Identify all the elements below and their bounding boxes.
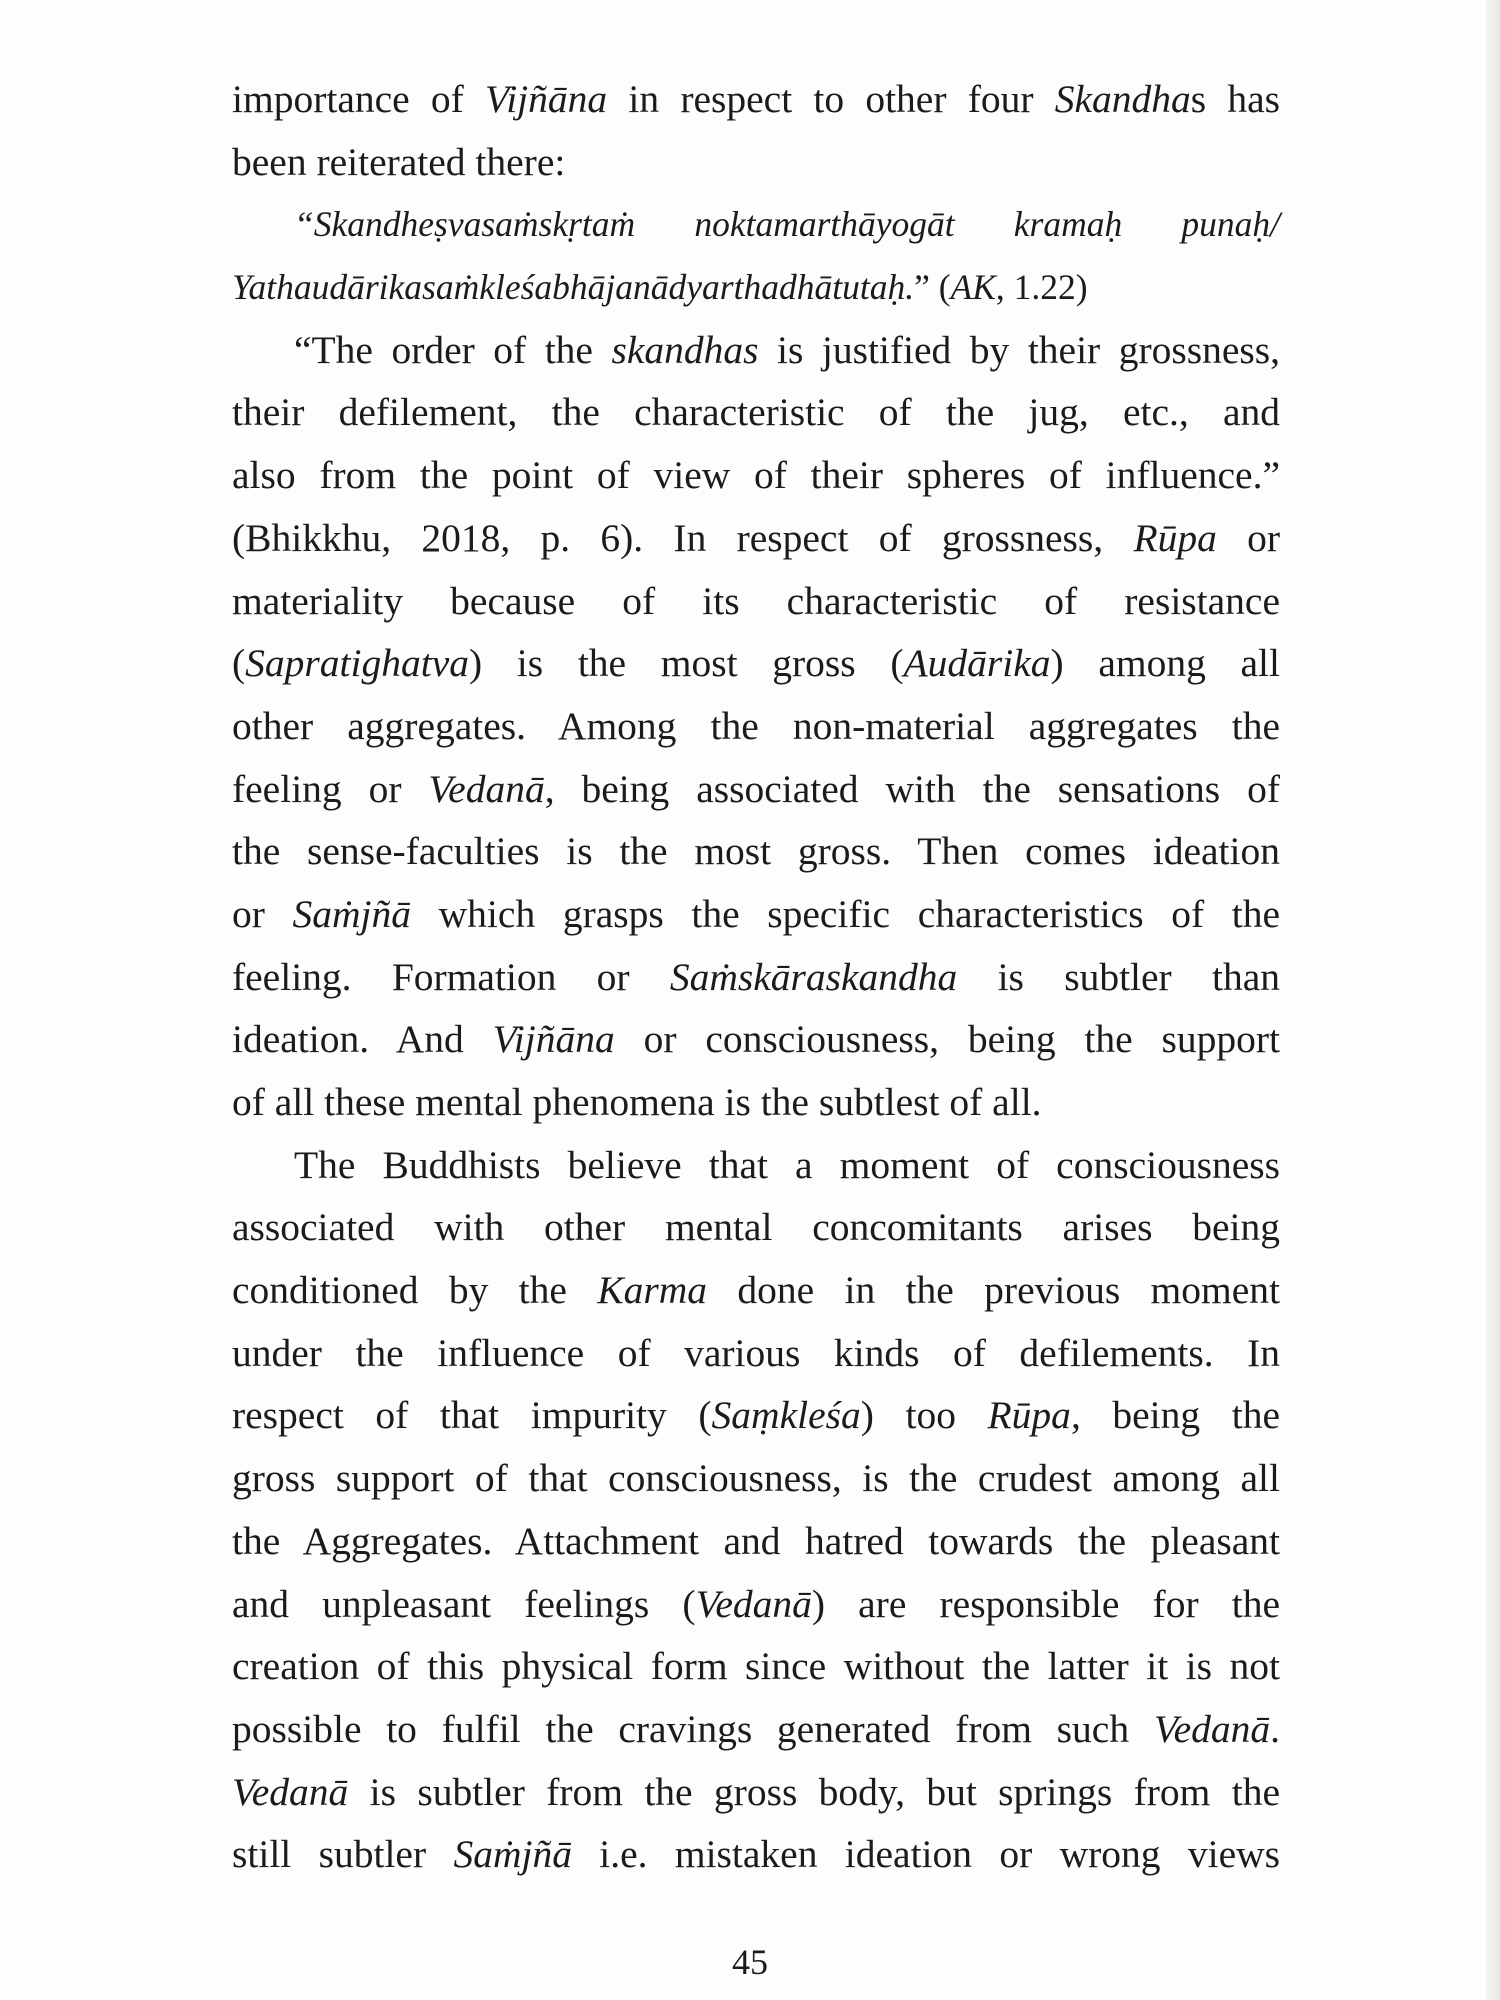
text-run: ) among all — [1050, 641, 1280, 686]
text-run: ideation. And — [232, 1017, 493, 1062]
text-line — [232, 946, 1280, 1009]
text-run: under the influence of various kinds of defilements. In — [232, 1330, 1280, 1375]
text-run: respect of that impurity ( — [232, 1393, 712, 1438]
text-line — [232, 1447, 1280, 1510]
italic-term: Saṁjñā — [292, 891, 412, 936]
italic-term: Vedanā — [1153, 1706, 1271, 1751]
text-run: ( — [232, 641, 246, 686]
text-run: s has — [1190, 77, 1281, 121]
text-line — [232, 883, 1280, 946]
text-run: ) is the most gross ( — [468, 641, 904, 686]
text-run: been reiterated there: — [232, 139, 566, 184]
text-run: or — [1216, 515, 1280, 560]
italic-term: Vijñāna — [485, 77, 608, 121]
italic-term: Karma — [597, 1268, 708, 1313]
text-run: and unpleasant feelings ( — [232, 1581, 696, 1626]
italic-term: Yathaudārikasaṁkleśabhājanādyarthadhātutaḥ. — [232, 267, 915, 308]
text-run: gross support of that consciousness, is the crudest among all — [232, 1456, 1280, 1501]
text-line — [232, 1008, 1280, 1071]
text-line — [232, 1196, 1280, 1259]
text-line — [232, 1698, 1280, 1761]
text-line — [232, 444, 1280, 507]
text-run: or consciousness, being the support — [614, 1017, 1280, 1062]
italic-term: Rūpa — [1133, 515, 1217, 560]
italic-term: Vedanā — [428, 766, 545, 811]
text-line — [232, 1322, 1280, 1385]
page-edge-shadow — [1486, 0, 1500, 2000]
text-run: feeling or — [232, 766, 429, 811]
italic-term: Saṁjñā — [453, 1832, 572, 1877]
text-run: , being the — [1070, 1393, 1281, 1438]
text-line — [232, 1823, 1280, 1886]
text-line — [232, 68, 1280, 131]
text-run: conditioned by the — [232, 1268, 598, 1313]
page-number: 45 — [732, 1942, 768, 1982]
italic-term: Vedanā — [695, 1581, 812, 1626]
italic-term: Vedanā — [232, 1769, 349, 1814]
text-line — [232, 1134, 1280, 1197]
text-line — [232, 1510, 1280, 1573]
text-run: still subtler — [232, 1832, 454, 1877]
italic-term: Vijñāna — [492, 1017, 615, 1062]
text-line — [232, 1635, 1280, 1698]
text-run: the sense-faculties is the most gross. Then comes ideation — [232, 829, 1280, 874]
text-run: their defilement, the characteristic of the jug, etc., and — [232, 390, 1280, 435]
body-text — [232, 68, 1280, 1886]
text-line — [232, 1071, 1280, 1134]
italic-term: skandhas — [611, 327, 759, 372]
text-line — [232, 695, 1280, 758]
text-run: in respect to other four — [607, 77, 1055, 121]
text-line — [232, 820, 1280, 883]
text-line — [232, 632, 1280, 695]
text-run: . — [1270, 1706, 1280, 1751]
text-run: ) are responsible for the — [811, 1581, 1280, 1626]
text-run: , being associated with the sensations of — [544, 766, 1280, 811]
text-line — [232, 1384, 1280, 1447]
text-run: importance of — [232, 77, 486, 121]
text-line — [232, 319, 1280, 382]
text-line — [232, 131, 1280, 194]
italic-term: Audārika — [903, 641, 1051, 686]
text-run: materiality because of its characteristic of resistance — [232, 578, 1280, 623]
text-run: i.e. mistaken ideation or wrong views — [571, 1832, 1280, 1877]
text-run: done in the previous moment — [707, 1268, 1280, 1313]
verse-line — [232, 193, 1280, 256]
text-run: is subtler from the gross body, but springs from the — [348, 1769, 1280, 1814]
text-run: associated with other mental concomitants arises being — [232, 1205, 1280, 1250]
italic-term: Rūpa — [987, 1393, 1071, 1438]
italic-term: Saṁskāraskandha — [669, 954, 958, 999]
text-line — [232, 1761, 1280, 1824]
italic-term: Sapratighatva — [245, 641, 469, 686]
text-line — [232, 381, 1280, 444]
text-run: feeling. Formation or — [232, 954, 670, 999]
text-run: The Buddhists believe that a moment of consciousness — [294, 1142, 1280, 1187]
text-run: is justified by their grossness, — [758, 327, 1281, 372]
text-line — [232, 1573, 1280, 1636]
text-run: “The order of the — [294, 327, 612, 372]
text-run: possible to fulfil the cravings generated from such — [232, 1706, 1154, 1751]
text-run: the Aggregates. Attachment and hatred towards the pleasant — [232, 1518, 1280, 1563]
text-run: ) too — [860, 1393, 988, 1438]
text-line — [232, 570, 1280, 633]
italic-term: Skandha — [1054, 77, 1191, 121]
text-line — [232, 1259, 1280, 1322]
text-run: which grasps the specific characteristics of the — [411, 891, 1280, 936]
verse-line — [232, 256, 1280, 319]
text-run: or — [232, 891, 293, 936]
italic-term: Saṃkleśa — [711, 1393, 861, 1438]
text-line — [232, 758, 1280, 821]
text-run: (Bhikkhu, 2018, p. 6). In respect of grossness, — [232, 515, 1134, 560]
text-line — [232, 507, 1280, 570]
text-run: other aggregates. Among the non-material aggregates the — [232, 703, 1280, 748]
text-run: , 1.22) — [995, 267, 1088, 308]
text-run: creation of this physical form since without the latter it is not — [232, 1644, 1280, 1689]
italic-term: AK — [950, 267, 996, 308]
text-run: ” ( — [914, 267, 951, 308]
text-run: is subtler than — [957, 954, 1280, 999]
italic-term: “Skandheṣvasaṁskṛtaṁ noktamarthāyogāt kramaḥ punaḥ/ — [294, 204, 1280, 245]
text-run: also from the point of view of their spheres of influence.” — [232, 453, 1280, 498]
text-run: of all these mental phenomena is the subtlest of all. — [232, 1080, 1042, 1124]
